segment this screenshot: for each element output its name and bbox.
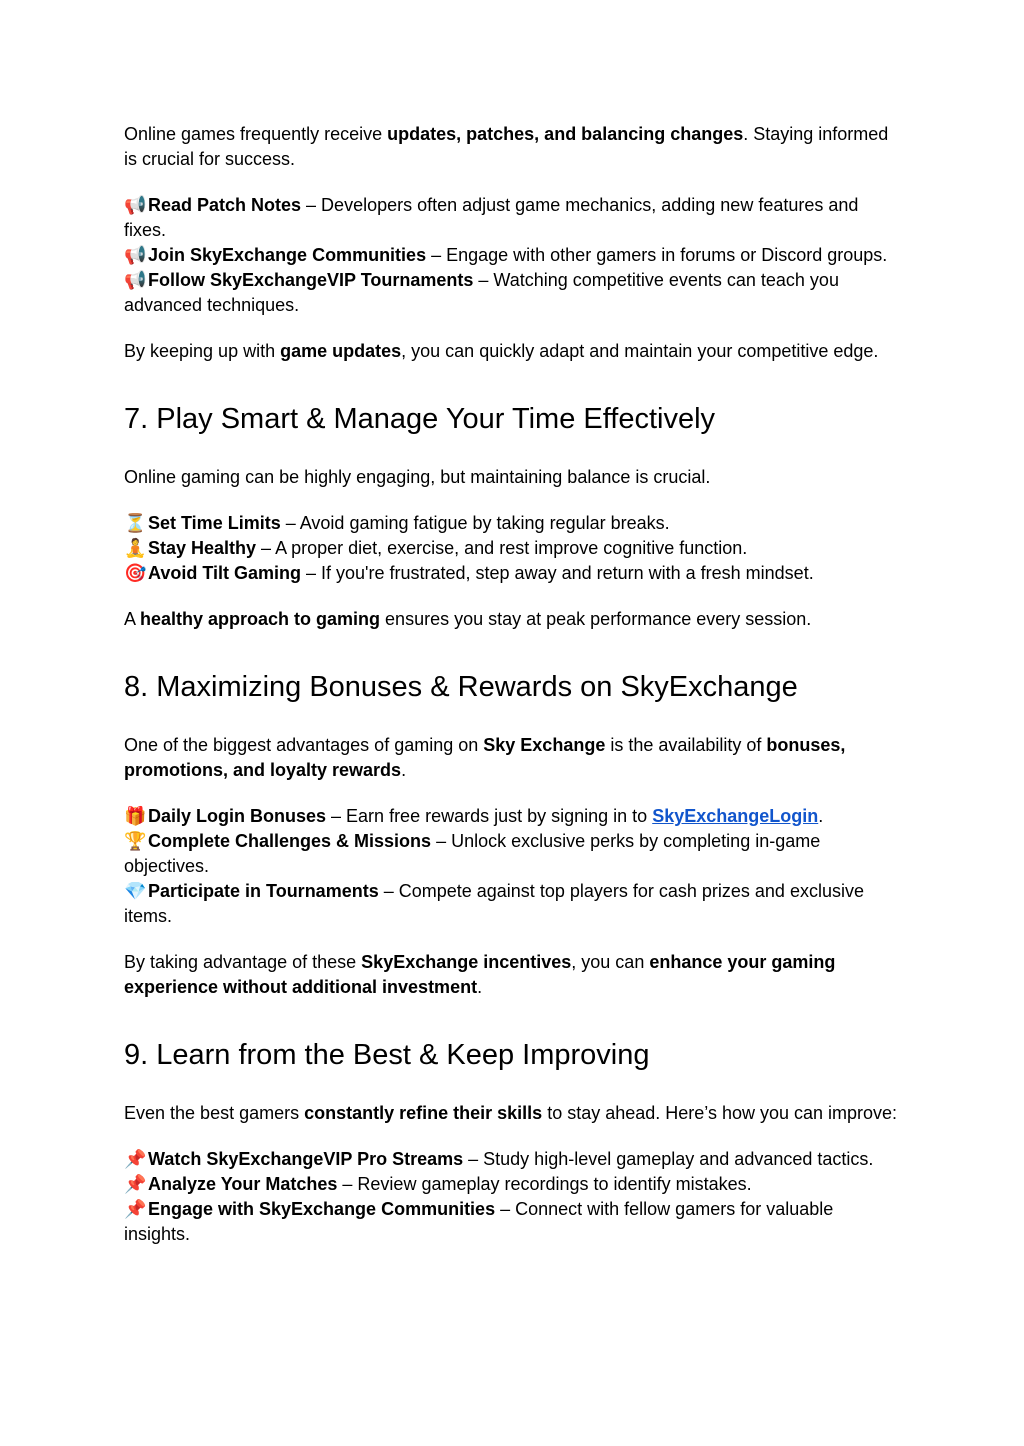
list-item: 📌Engage with SkyExchange Communities – Connect with fellow gamers for valuable insights. [124,1199,834,1244]
list-item: 📢Follow SkyExchangeVIP Tournaments – Watching competitive events can teach you advanced techniques. [124,270,839,315]
section-7-summary: A healthy approach to gaming ensures you stay at peak performance every session. [124,609,812,629]
list-item: 🎯Avoid Tilt Gaming – If you're frustrated, step away and return with a fresh mindset. [124,563,814,584]
section-8-list [124,804,904,929]
list-item: 🏆Complete Challenges & Missions – Unlock exclusive perks by completing in-game objectives. [124,831,821,876]
meditation-icon: 🧘 [124,538,147,559]
gift-icon: 🎁 [124,806,147,827]
section-9-heading: 9. Learn from the Best & Keep Improving [124,1039,650,1071]
list-item: 🧘Stay Healthy – A proper diet, exercise, and rest improve cognitive function. [124,538,748,559]
trophy-icon: 🏆 [124,831,147,852]
pushpin-icon: 📌 [124,1174,147,1195]
list-item: 📢Read Patch Notes – Developers often adjust game mechanics, adding new features and fixes. [124,195,859,240]
section-9-intro: Even the best gamers constantly refine their skills to stay ahead. Here’s how you can improve: [124,1103,898,1123]
section-8-heading: 8. Maximizing Bonuses & Rewards on SkyExchange [124,671,798,703]
list-item: 📌Analyze Your Matches – Review gameplay recordings to identify mistakes. [124,1174,752,1195]
list-item: 📢Join SkyExchange Communities – Engage with other gamers in forums or Discord groups. [124,245,888,266]
intro-paragraph: Online games frequently receive updates, patches, and balancing changes. Staying informed is crucial for success. [124,124,889,169]
section-9-list [124,1147,904,1247]
section-7-heading: 7. Play Smart & Manage Your Time Effectively [124,403,716,435]
section-8-intro: One of the biggest advantages of gaming on Sky Exchange is the availability of bonuses, promotions, and loyalty rewards. [124,735,846,780]
target-icon: 🎯 [124,563,147,584]
megaphone-icon: 📢 [124,270,147,291]
list-item: 💎Participate in Tournaments – Compete against top players for cash prizes and exclusive items. [124,881,864,926]
intro-summary: By keeping up with game updates, you can quickly adapt and maintain your competitive edge. [124,341,879,361]
pushpin-icon: 📌 [124,1199,147,1220]
hourglass-icon: ⏳ [124,513,147,534]
section-8-summary: By taking advantage of these SkyExchange incentives, you can enhance your gaming experience without additional investment. [124,952,836,997]
list-item: ⏳Set Time Limits – Avoid gaming fatigue by taking regular breaks. [124,513,670,534]
gem-icon: 💎 [124,881,147,902]
pushpin-icon: 📌 [124,1149,147,1170]
section-7-intro: Online gaming can be highly engaging, but maintaining balance is crucial. [124,467,711,487]
skyexchange-login-link[interactable]: SkyExchangeLogin [652,806,819,826]
intro-list [124,193,904,318]
list-item: 📌Watch SkyExchangeVIP Pro Streams – Study high-level gameplay and advanced tactics. [124,1149,874,1170]
section-7-list [124,511,904,586]
document-page [124,122,904,1247]
megaphone-icon: 📢 [124,245,147,266]
megaphone-icon: 📢 [124,195,147,216]
list-item: 🎁Daily Login Bonuses – Earn free rewards just by signing in to SkyExchangeLogin. [124,806,824,827]
